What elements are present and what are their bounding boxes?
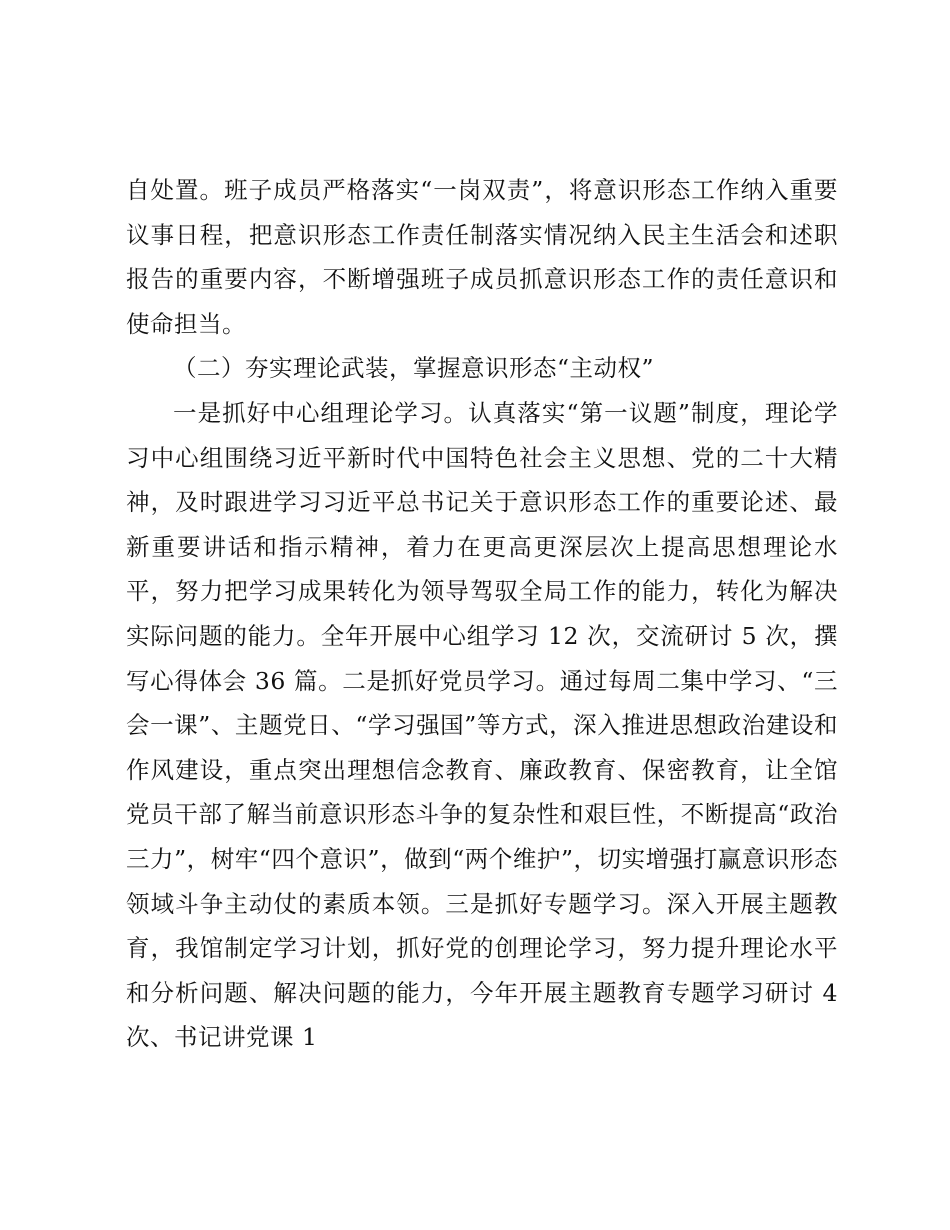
paragraph-continuation: 自处置。班子成员严格落实“一岗双责”，将意识形态工作纳入重要议事日程，把意识形态工作责任制落实情况纳入民主生活会和述职报告的重要内容，不断增强班子成员抓意识形态工作的责任意识和使命担当。 bbox=[126, 176, 838, 338]
section-heading: （二）夯实理论武装，掌握意识形态“主动权” bbox=[173, 354, 655, 383]
document-page bbox=[126, 168, 838, 1060]
paragraph-body: 一是抓好中心组理论学习。认真落实“第一议题”制度，理论学习中心组围绕习近平新时代中国特色社会主义思想、党的二十大精神，及时跟进学习习近平总书记关于意识形态工作的重要论述、最新重要讲话和指示精神，着力在更高更深层次上提高思想理论水平，努力把学习成果转化为领导驾驭全局工作的能力，转化为解决实际问题的能力。全年开展中心组学习 12 次，交流研讨 5 次，撰写心得体会 36 篇。二是抓好党员学习。通过每周二集中学习、“三会一课”、主题党日、“学习强国”等方式，深入推进思想政治建设和作风建设，重点突出理想信念教育、廉政教育、保密教育，让全馆党员干部了解当前意识形态斗争的复杂性和艰巨性，不断提高“政治三力”，树牢“四个意识”，做到“两个维护”，切实增强打赢意识形态领域斗争主动仗的素质本领。三是抓好专题学习。深入开展主题教育，我馆制定学习计划，抓好党的创理论学习，努力提升理论水平和分析问题、解决问题的能力，今年开展主题教育专题学习研讨 4 次、书记讲党课 1 bbox=[126, 398, 838, 1052]
